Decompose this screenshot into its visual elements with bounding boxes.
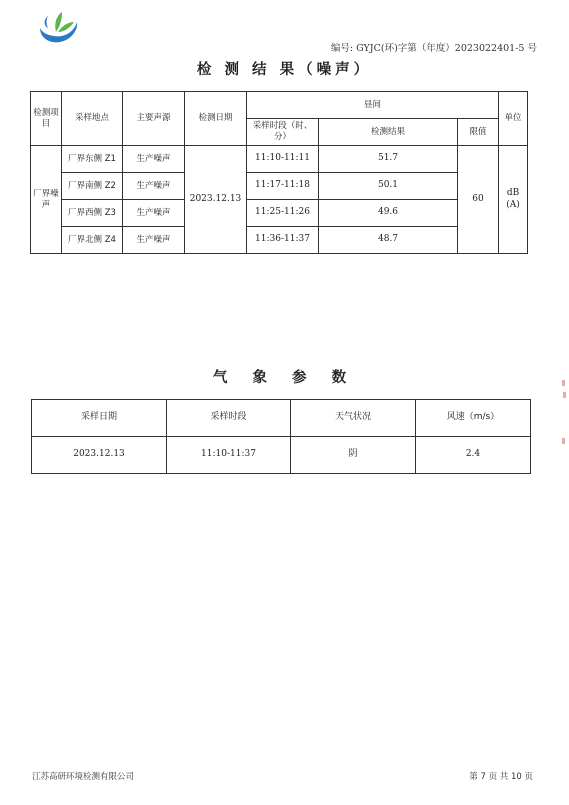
table-row	[31, 173, 528, 200]
header-period: 采样时段（时、分）	[247, 119, 319, 146]
header-item: 检测项目	[31, 92, 62, 146]
period-cell: 11:25-11:26	[247, 200, 319, 227]
source-cell: 生产噪声	[123, 146, 185, 173]
weather-header-period: 采样时段	[167, 400, 291, 437]
seal-edge-mark	[562, 438, 565, 444]
period-cell: 11:36-11:37	[247, 227, 319, 254]
weather-date: 2023.12.13	[32, 437, 167, 474]
weather-title: 气 象 参 数	[212, 370, 357, 386]
result-cell: 50.1	[319, 173, 458, 200]
weather-period: 11:10-11:37	[167, 437, 291, 474]
location-cell: 厂界东侧 Z1	[62, 146, 123, 173]
table-row	[31, 227, 528, 254]
unit-value: dB (A)	[499, 146, 528, 254]
header-location: 采样地点	[62, 92, 123, 146]
table-row	[31, 146, 528, 173]
table-row	[32, 437, 531, 474]
weather-header-condition: 天气状况	[291, 400, 416, 437]
header-unit: 单位	[499, 92, 528, 146]
weather-wind: 2.4	[416, 437, 531, 474]
header-limit: 限值	[458, 119, 499, 146]
seal-edge-mark	[563, 392, 566, 398]
source-cell: 生产噪声	[123, 227, 185, 254]
header-source: 主要声源	[123, 92, 185, 146]
location-cell: 厂界南侧 Z2	[62, 173, 123, 200]
location-cell: 厂界西侧 Z3	[62, 200, 123, 227]
weather-header-date: 采样日期	[32, 400, 167, 437]
header-result: 检测结果	[319, 119, 458, 146]
header-date: 检测日期	[185, 92, 247, 146]
document-number: 编号: GYJC(环)字第（年度）2023022401-5 号	[330, 43, 537, 54]
period-cell: 11:10-11:11	[247, 146, 319, 173]
result-cell: 51.7	[319, 146, 458, 173]
source-cell: 生产噪声	[123, 200, 185, 227]
location-cell: 厂界北侧 Z4	[62, 227, 123, 254]
result-cell: 49.6	[319, 200, 458, 227]
noise-results-table	[30, 91, 528, 254]
date-value: 2023.12.13	[185, 146, 247, 254]
header-daytime: 昼间	[247, 92, 499, 119]
noise-results-title: 检 测 结 果（噪声）	[196, 62, 373, 78]
footer-company: 江苏高研环境检测有限公司	[32, 772, 135, 782]
limit-value: 60	[458, 146, 499, 254]
company-logo	[34, 6, 82, 48]
weather-header-wind: 风速（m/s）	[416, 400, 531, 437]
item-value: 厂界噪声	[31, 146, 62, 254]
table-row	[31, 200, 528, 227]
footer-page-number: 第 7 页 共 10 页	[469, 772, 533, 782]
source-cell: 生产噪声	[123, 173, 185, 200]
result-cell: 48.7	[319, 227, 458, 254]
weather-condition: 阴	[291, 437, 416, 474]
period-cell: 11:17-11:18	[247, 173, 319, 200]
seal-edge-mark	[562, 380, 565, 386]
weather-table	[31, 399, 531, 474]
